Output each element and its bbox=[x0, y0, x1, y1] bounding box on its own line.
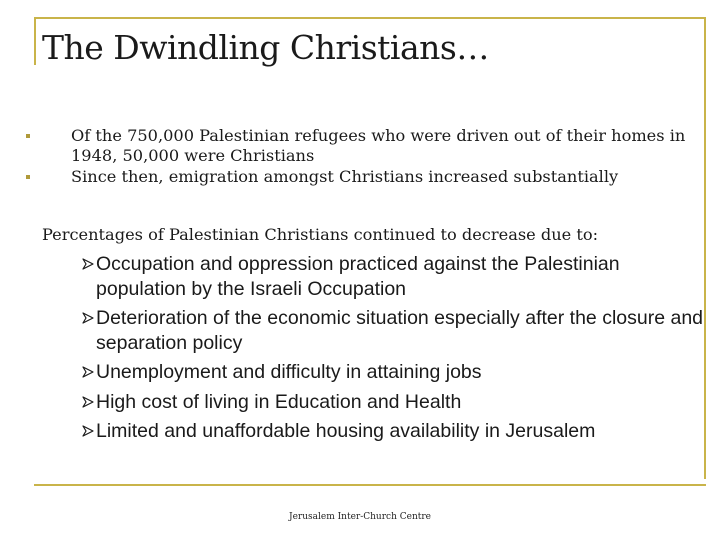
reason-item bbox=[70, 252, 705, 301]
intro-text: Percentages of Palestinian Christians continued to decrease due to: bbox=[42, 225, 599, 244]
reason-item bbox=[70, 390, 705, 415]
slide-footer: Jerusalem Inter-Church Centre bbox=[289, 512, 431, 522]
bullet-item bbox=[20, 167, 710, 187]
reason-text: Occupation and oppression practiced against the Palestinian population by the Israeli Occupation bbox=[96, 253, 620, 300]
reason-text: Limited and unaffordable housing availability in Jerusalem bbox=[96, 420, 596, 442]
reason-list bbox=[70, 252, 705, 449]
reason-item bbox=[70, 306, 705, 355]
square-bullet-icon bbox=[26, 175, 30, 179]
arrow-bullet-icon bbox=[82, 425, 94, 437]
reason-text: Deterioration of the economic situation especially after the closure and separation policy bbox=[96, 307, 704, 354]
reason-item bbox=[70, 360, 705, 385]
square-bullet-icon bbox=[26, 134, 30, 138]
top-rule bbox=[34, 17, 706, 19]
arrow-bullet-icon bbox=[82, 258, 94, 270]
reason-text: High cost of living in Education and Health bbox=[96, 390, 462, 413]
arrow-bullet-icon bbox=[82, 396, 94, 408]
arrow-bullet-icon bbox=[82, 312, 94, 324]
left-rule bbox=[34, 17, 36, 65]
bullet-text: Of the 750,000 Palestinian refugees who were driven out of their homes in 1948, 50,000 were Christians bbox=[71, 126, 686, 165]
bullet-list bbox=[20, 126, 710, 188]
reason-item bbox=[70, 419, 705, 444]
bottom-rule bbox=[34, 484, 706, 486]
reason-text: Unemployment and difficulty in attaining jobs bbox=[96, 361, 482, 383]
bullet-item bbox=[20, 126, 710, 166]
slide-title: The Dwindling Christians… bbox=[42, 28, 489, 67]
arrow-bullet-icon bbox=[82, 366, 94, 378]
bullet-text: Since then, emigration amongst Christians increased substantially bbox=[71, 167, 619, 186]
